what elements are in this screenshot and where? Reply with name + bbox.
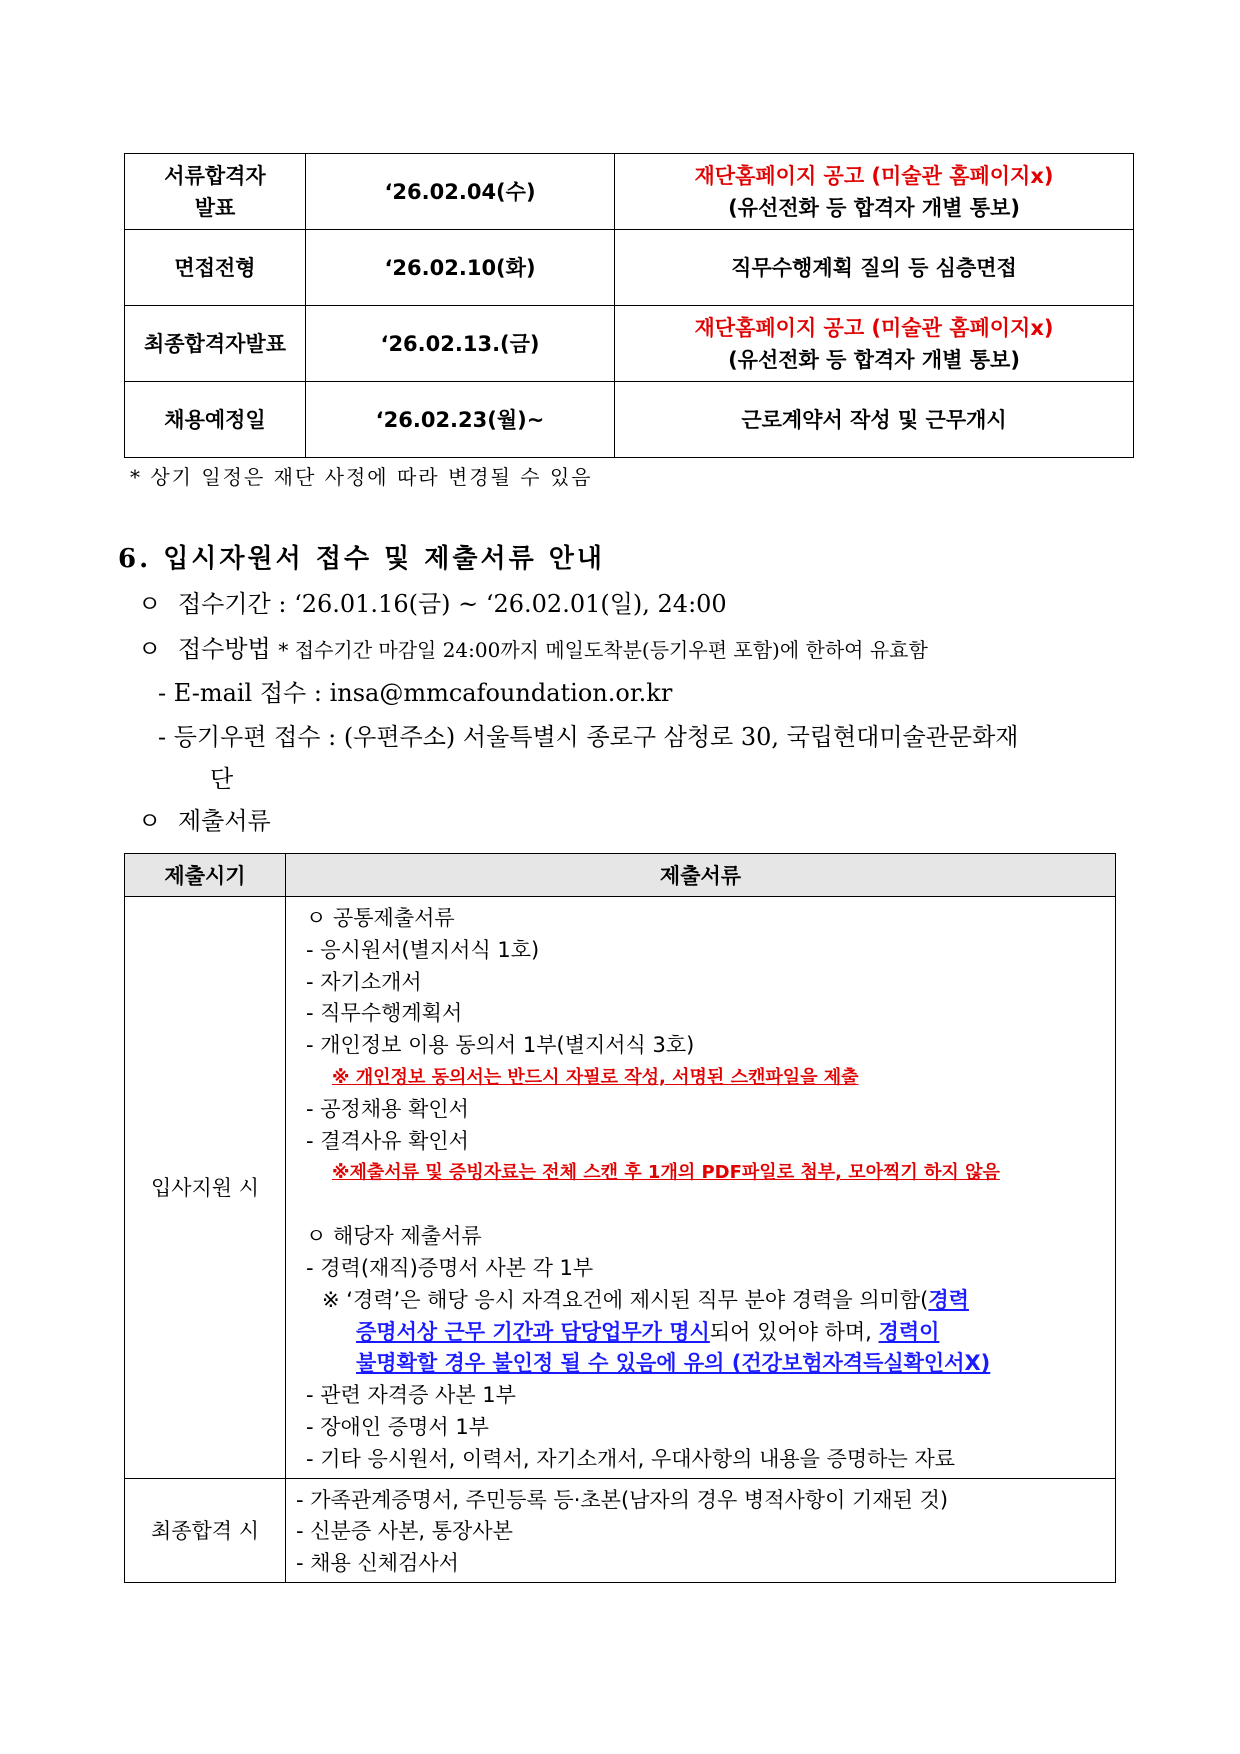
spacer bbox=[306, 1189, 1109, 1221]
header-timing: 제출시기 bbox=[125, 854, 286, 897]
note-cell bbox=[615, 154, 1134, 230]
stage-label: 발표 bbox=[194, 195, 236, 220]
career-note-text: ※ ‘경력’은 해당 응시 자격요건에 제시된 직무 분야 경력을 의미함( bbox=[322, 1287, 929, 1312]
table-row bbox=[125, 382, 1134, 458]
list-item: - 장애인 증명서 1부 bbox=[306, 1414, 489, 1439]
bullet: ㅇ bbox=[138, 590, 162, 618]
note-cell: 근로계약서 작성 및 근무개시 bbox=[615, 382, 1134, 458]
career-note bbox=[306, 1285, 1109, 1317]
career-note-link: 불명확할 경우 불인정 될 수 있음에 유의 (건강보험자격득실확인서X) bbox=[356, 1351, 991, 1376]
period-text: 접수기간 : ‘26.01.16(금) ~ ‘26.02.01(일), 24:00 bbox=[178, 590, 727, 618]
post-line: - 등기우편 접수 : (우편주소) 서울특별시 종로구 삼청로 30, 국립현대미술관문화재 bbox=[158, 723, 1019, 751]
privacy-note: ※ 개인정보 동의서는 반드시 자필로 작성, 서명된 스캔파일을 제출 bbox=[332, 1066, 859, 1088]
list-item: - 기타 응시원서, 이력서, 자기소개서, 우대사항의 내용을 증명하는 자료 bbox=[306, 1446, 956, 1471]
list-item: - 자기소개서 bbox=[306, 969, 422, 994]
note-cell bbox=[615, 306, 1134, 382]
header-documents: 제출서류 bbox=[286, 854, 1116, 897]
bullet: ㅇ bbox=[138, 807, 162, 835]
table-row bbox=[125, 230, 1134, 306]
date-cell: ‘26.02.10(화) bbox=[306, 230, 615, 306]
method-line bbox=[138, 629, 928, 664]
list-item: - 가족관계증명서, 주민등록 등·초본(남자의 경우 병적사항이 기재된 것) bbox=[296, 1487, 949, 1512]
table-row bbox=[125, 306, 1134, 382]
documents-list bbox=[286, 1478, 1116, 1582]
career-note-link: 경력이 bbox=[878, 1319, 940, 1344]
documents-list bbox=[286, 897, 1116, 1479]
list-item: - 신분증 사본, 통장사본 bbox=[296, 1519, 513, 1544]
period-line bbox=[138, 584, 727, 619]
list-item: - 개인정보 이용 동의서 1부(별지서식 3호) bbox=[306, 1033, 695, 1058]
list-item: - 결격사유 확인서 bbox=[306, 1128, 469, 1153]
career-note-link: 경력 bbox=[928, 1287, 969, 1312]
table-header-row bbox=[125, 854, 1116, 897]
row-label: 최종합격 시 bbox=[125, 1478, 286, 1582]
scan-note: ※제출서류 및 증빙자료는 전체 스캔 후 1개의 PDF파일로 첨부, 모아찍기 하지 않음 bbox=[332, 1162, 1000, 1184]
list-item: - 직무수행계획서 bbox=[306, 1001, 463, 1026]
stage-cell: 면접전형 bbox=[125, 230, 306, 306]
stage-label: 서류합격자 bbox=[164, 163, 266, 188]
career-note-link: 증명서상 근무 기간과 담당업무가 명시 bbox=[356, 1319, 710, 1344]
list-item: - 경력(재직)증명서 사본 각 1부 bbox=[306, 1255, 594, 1280]
career-note-cont bbox=[306, 1317, 1109, 1349]
schedule-table bbox=[124, 153, 1134, 458]
table-row bbox=[125, 1478, 1116, 1582]
date-cell: ‘26.02.23(월)~ bbox=[306, 382, 615, 458]
row-label: 입사지원 시 bbox=[125, 897, 286, 1479]
note-black: (유선전화 등 합격자 개별 통보) bbox=[728, 347, 1020, 372]
table-row bbox=[125, 154, 1134, 230]
stage-cell: 최종합격자발표 bbox=[125, 306, 306, 382]
docs-label-line bbox=[138, 801, 271, 836]
documents-table bbox=[124, 853, 1116, 1583]
email-line: - E-mail 접수 : insa@mmcafoundation.or.kr bbox=[158, 679, 673, 707]
section-title: 6. 입시자원서 접수 및 제출서류 안내 bbox=[118, 544, 606, 574]
schedule-footnote: * 상기 일정은 재단 사정에 따라 변경될 수 있음 bbox=[130, 465, 593, 489]
method-label: 접수방법 bbox=[178, 635, 271, 663]
note-red: 재단홈페이지 공고 (미술관 홈페이지x) bbox=[694, 315, 1054, 340]
post-line-cont: 단 bbox=[210, 765, 234, 793]
note-black: (유선전화 등 합격자 개별 통보) bbox=[728, 195, 1020, 220]
bullet: ㅇ bbox=[138, 635, 162, 663]
career-note-cont bbox=[306, 1348, 1109, 1380]
stage-cell: 채용예정일 bbox=[125, 382, 306, 458]
table-row bbox=[125, 897, 1116, 1479]
stage-cell bbox=[125, 154, 306, 230]
list-item: - 응시원서(별지서식 1호) bbox=[306, 937, 540, 962]
list-title: ㅇ 공통제출서류 bbox=[306, 906, 455, 930]
date-cell: ‘26.02.04(수) bbox=[306, 154, 615, 230]
method-note: * 접수기간 마감일 24:00까지 메일도착분(등기우편 포함)에 한하여 유효함 bbox=[278, 638, 928, 662]
career-note-text: 되어 있어야 하며, bbox=[709, 1319, 879, 1344]
list-item: - 공정채용 확인서 bbox=[306, 1096, 469, 1121]
date-cell: ‘26.02.13.(금) bbox=[306, 306, 615, 382]
note-cell: 직무수행계획 질의 등 심층면접 bbox=[615, 230, 1134, 306]
list-item: - 채용 신체검사서 bbox=[296, 1551, 459, 1576]
docs-label: 제출서류 bbox=[178, 807, 271, 835]
note-red: 재단홈페이지 공고 (미술관 홈페이지x) bbox=[694, 163, 1054, 188]
list-item: - 관련 자격증 사본 1부 bbox=[306, 1383, 516, 1408]
list-title: ㅇ 해당자 제출서류 bbox=[306, 1224, 482, 1249]
